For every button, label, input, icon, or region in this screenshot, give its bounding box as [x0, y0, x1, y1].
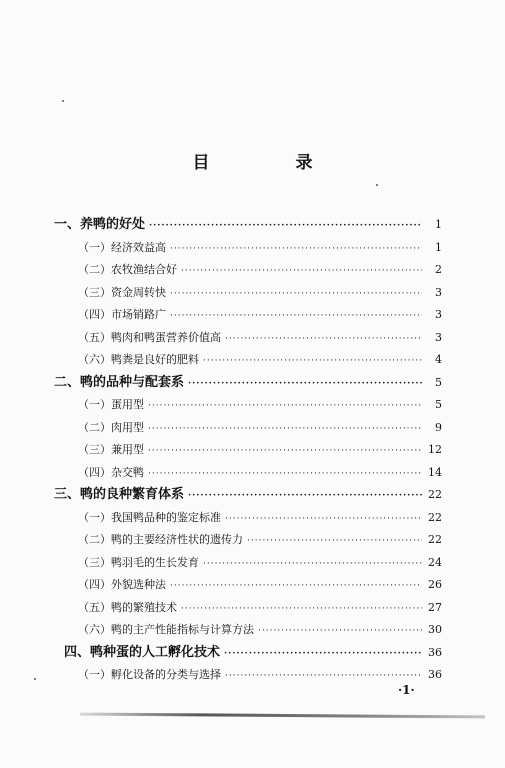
- toc-entry-page: 3: [435, 308, 442, 321]
- toc-entry-page: 9: [435, 420, 442, 434]
- dot-leader: [181, 598, 422, 621]
- dot-leader: [170, 238, 422, 261]
- toc-entry-label: （二）农牧渔结合好: [78, 263, 177, 276]
- toc-entry-label: （三）鸭羽毛的生长发育: [78, 555, 199, 569]
- toc-entry-page: 12: [428, 443, 442, 456]
- toc-entry-section: [54, 619, 442, 642]
- toc-entry-label: （一）我国鸭品种的鉴定标准: [78, 510, 221, 524]
- toc-entry-label: （一）经济效益高: [78, 240, 166, 254]
- scan-speck: [34, 678, 36, 680]
- toc-entry-label: （六）鸭的主产性能指标与计算方法: [78, 623, 254, 636]
- toc-entry-page: 30: [428, 623, 442, 636]
- toc-entry-label: 三、鸭的良种繁育体系: [54, 487, 185, 502]
- toc-entry-label: （三）资金周转快: [78, 285, 166, 299]
- dot-leader: [203, 350, 422, 373]
- toc-entry-section: [54, 327, 442, 350]
- toc-entry-page: 36: [428, 645, 442, 659]
- toc-entry-page: 22: [428, 510, 442, 524]
- toc-entry-label: （四）杂交鸭: [78, 465, 144, 479]
- toc-entry-page: 3: [435, 330, 442, 344]
- toc-entry-page: 26: [428, 578, 442, 591]
- toc-entry-chapter: [54, 484, 442, 507]
- table-of-contents: [54, 214, 442, 687]
- scan-speck: [376, 184, 378, 186]
- dot-leader: [148, 440, 422, 463]
- toc-entry-section: [54, 462, 442, 485]
- toc-entry-page: 27: [428, 600, 442, 614]
- page-number: ·1·: [398, 683, 415, 697]
- dot-leader: [188, 485, 422, 508]
- toc-entry-page: 36: [428, 668, 442, 681]
- toc-entry-chapter: [54, 214, 442, 237]
- toc-entry-section: [54, 304, 442, 327]
- toc-entry-label: 一、养鸭的好处: [54, 217, 146, 232]
- toc-entry-chapter: [54, 372, 442, 395]
- dot-leader: [148, 395, 422, 418]
- toc-entry-chapter: [54, 642, 442, 665]
- page-title: 目 录: [192, 153, 353, 173]
- dot-leader: [258, 620, 422, 643]
- dot-leader: [170, 575, 422, 598]
- toc-entry-section: [54, 574, 442, 597]
- toc-entry-page: 4: [435, 353, 442, 366]
- dot-leader: [203, 553, 422, 576]
- toc-entry-label: （四）外貌选种法: [78, 578, 166, 591]
- dot-leader: [148, 418, 422, 441]
- toc-entry-label: （一）蛋用型: [78, 398, 144, 411]
- toc-entry-section: [54, 282, 442, 305]
- toc-entry-page: 3: [435, 285, 442, 299]
- toc-entry-label: （六）鸭粪是良好的肥料: [78, 353, 199, 366]
- toc-entry-section: [54, 507, 442, 530]
- scan-speck: [62, 100, 64, 102]
- dot-leader: [188, 373, 422, 396]
- dot-leader: [247, 530, 422, 553]
- toc-entry-page: 5: [435, 398, 442, 411]
- toc-entry-page: 1: [435, 218, 442, 231]
- dot-leader: [181, 260, 422, 283]
- toc-entry-page: 22: [428, 533, 442, 546]
- toc-entry-page: 24: [428, 555, 442, 569]
- toc-entry-label: （五）鸭肉和鸭蛋营养价值高: [78, 330, 221, 344]
- toc-entry-label: （四）市场销路广: [78, 308, 166, 321]
- toc-entry-section: [54, 417, 442, 440]
- toc-entry-section: [54, 597, 442, 620]
- toc-entry-label: （一）孵化设备的分类与选择: [78, 668, 221, 681]
- dot-leader: [170, 305, 422, 328]
- bottom-scan-rule: [80, 713, 485, 719]
- toc-entry-label: （二）肉用型: [78, 420, 144, 434]
- toc-entry-section: [54, 349, 442, 372]
- toc-entry-page: 14: [428, 465, 442, 479]
- toc-entry-section: [54, 259, 442, 282]
- toc-entry-page: 2: [435, 263, 442, 276]
- toc-entry-label: 二、鸭的品种与配套系: [54, 374, 185, 390]
- toc-entry-label: 四、鸭种蛋的人工孵化技术: [64, 644, 221, 660]
- dot-leader: [149, 215, 422, 238]
- toc-entry-section: [54, 237, 442, 260]
- toc-entry-section: [54, 664, 442, 687]
- dot-leader: [170, 283, 422, 306]
- toc-entry-label: （二）鸭的主要经济性状的遗传力: [78, 533, 243, 546]
- dot-leader: [225, 508, 422, 531]
- dot-leader: [148, 463, 422, 486]
- dot-leader: [225, 328, 422, 351]
- toc-entry-section: [54, 529, 442, 552]
- toc-entry-section: [54, 552, 442, 575]
- toc-entry-label: （五）鸭的繁殖技术: [78, 600, 177, 614]
- toc-entry-section: [54, 439, 442, 462]
- toc-entry-page: 5: [435, 375, 442, 389]
- dot-leader: [224, 643, 422, 666]
- toc-entry-page: 1: [435, 240, 442, 254]
- toc-entry-section: [54, 394, 442, 417]
- toc-entry-page: 22: [428, 488, 442, 501]
- toc-entry-label: （三）兼用型: [78, 443, 144, 456]
- dot-leader: [225, 665, 422, 688]
